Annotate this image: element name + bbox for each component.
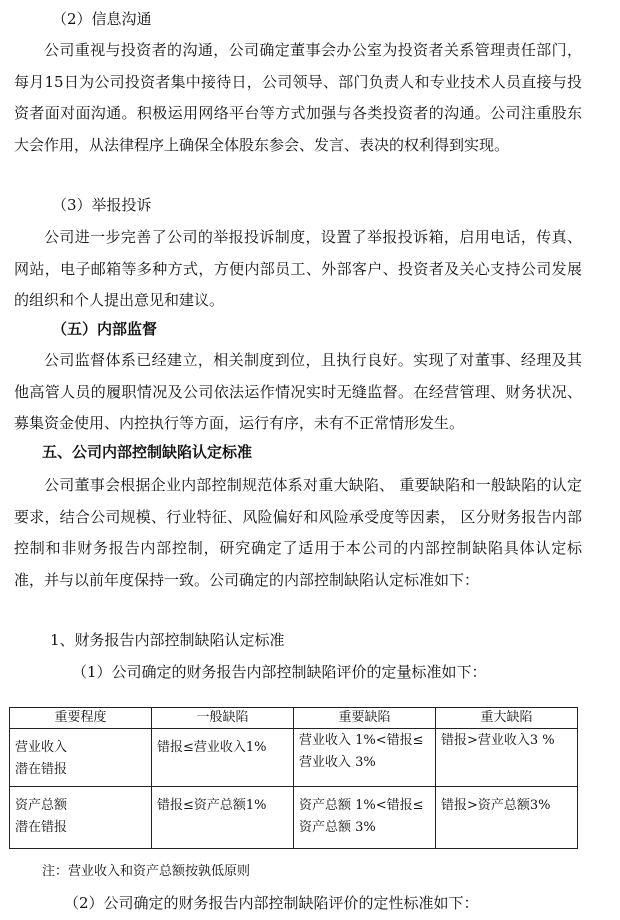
table-row	[10, 787, 578, 849]
defect-standards-heading: 五、公司内部控制缺陷认定标准	[42, 443, 253, 461]
header-major-defect: 重大缺陷	[436, 708, 578, 729]
report-complaint-text: 公司进一步完善了公司的举报投诉制度，设置了举报投诉箱，启用电话，传真、网站，电子邮箱等多种方式，方便内部员工、外部客户、投资者及关心支持公司发展的组织和个人提出意见和建议。	[14, 228, 582, 309]
report-complaint-heading: （3）举报投诉	[52, 196, 152, 214]
row-item-cell: 营业收入 潜在错报	[10, 729, 152, 787]
quantitative-standard-heading: （1）公司确定的财务报告内部控制缺陷评价的定量标准如下：	[72, 663, 487, 681]
table-row	[10, 729, 578, 787]
defect-standards-table	[9, 707, 578, 849]
important-defect-cell: 营业收入 1%<错报≤营业收入 3%	[294, 729, 436, 787]
general-defect-cell: 错报≤营业收入1%	[152, 729, 294, 787]
header-general-defect: 一般缺陷	[152, 708, 294, 729]
internal-supervision-text: 公司监督体系已经建立，相关制度到位，且执行良好。实现了对董事、经理及其他高管人员的履职情况及公司依法运作情况实时无缝监督。在经营管理、财务状况、募集资金使用、内控执行等方面，运行有序，未有不正常情形发生。	[14, 351, 582, 432]
header-importance: 重要程度	[10, 708, 152, 729]
financial-report-heading: 1、财务报告内部控制缺陷认定标准	[50, 631, 285, 649]
major-defect-cell: 错报>营业收入3 %	[436, 729, 578, 787]
internal-supervision-heading: （五）内部监督	[52, 320, 158, 338]
header-important-defect: 重要缺陷	[294, 708, 436, 729]
info-communication-heading: （2）信息沟通	[52, 10, 152, 28]
table-header-row	[10, 708, 578, 729]
general-defect-cell: 错报≤资产总额1%	[152, 787, 294, 849]
table-note: 注：营业收入和资产总额按孰低原则	[42, 864, 251, 879]
qualitative-standard-heading: （2）公司确定的财务报告内部控制缺陷评价的定性标准如下：	[64, 894, 479, 912]
defect-standards-text: 公司董事会根据企业内部控制规范体系对重大缺陷、 重要缺陷和一般缺陷的认定要求，结合公司规模、行业特征、风险偏好和风险承受度等因素， 区分财务报告内部控制和非财务报告内部控制，研究确定了适用于本公司的内部控制缺陷具体认定标准，并与以前年度保持一致。公司确定的内部控制缺陷认定标准如下：	[14, 476, 582, 589]
info-communication-text: 公司重视与投资者的沟通，公司确定董事会办公室为投资者关系管理责任部门，每月15日为公司投资者集中接待日，公司领导、部门负责人和专业技术人员直接与投资者面对面沟通。积极运用网络平台等方式加强与各类投资者的沟通。公司注重股东大会作用，从法律程序上确保全体股东参会、发言、表决的权利得到实现。	[14, 41, 582, 154]
important-defect-cell: 资产总额 1%<错报≤资产总额 3%	[294, 787, 436, 849]
row-item-cell: 资产总额 潜在错报	[10, 787, 152, 849]
major-defect-cell: 错报>资产总额3%	[436, 787, 578, 849]
